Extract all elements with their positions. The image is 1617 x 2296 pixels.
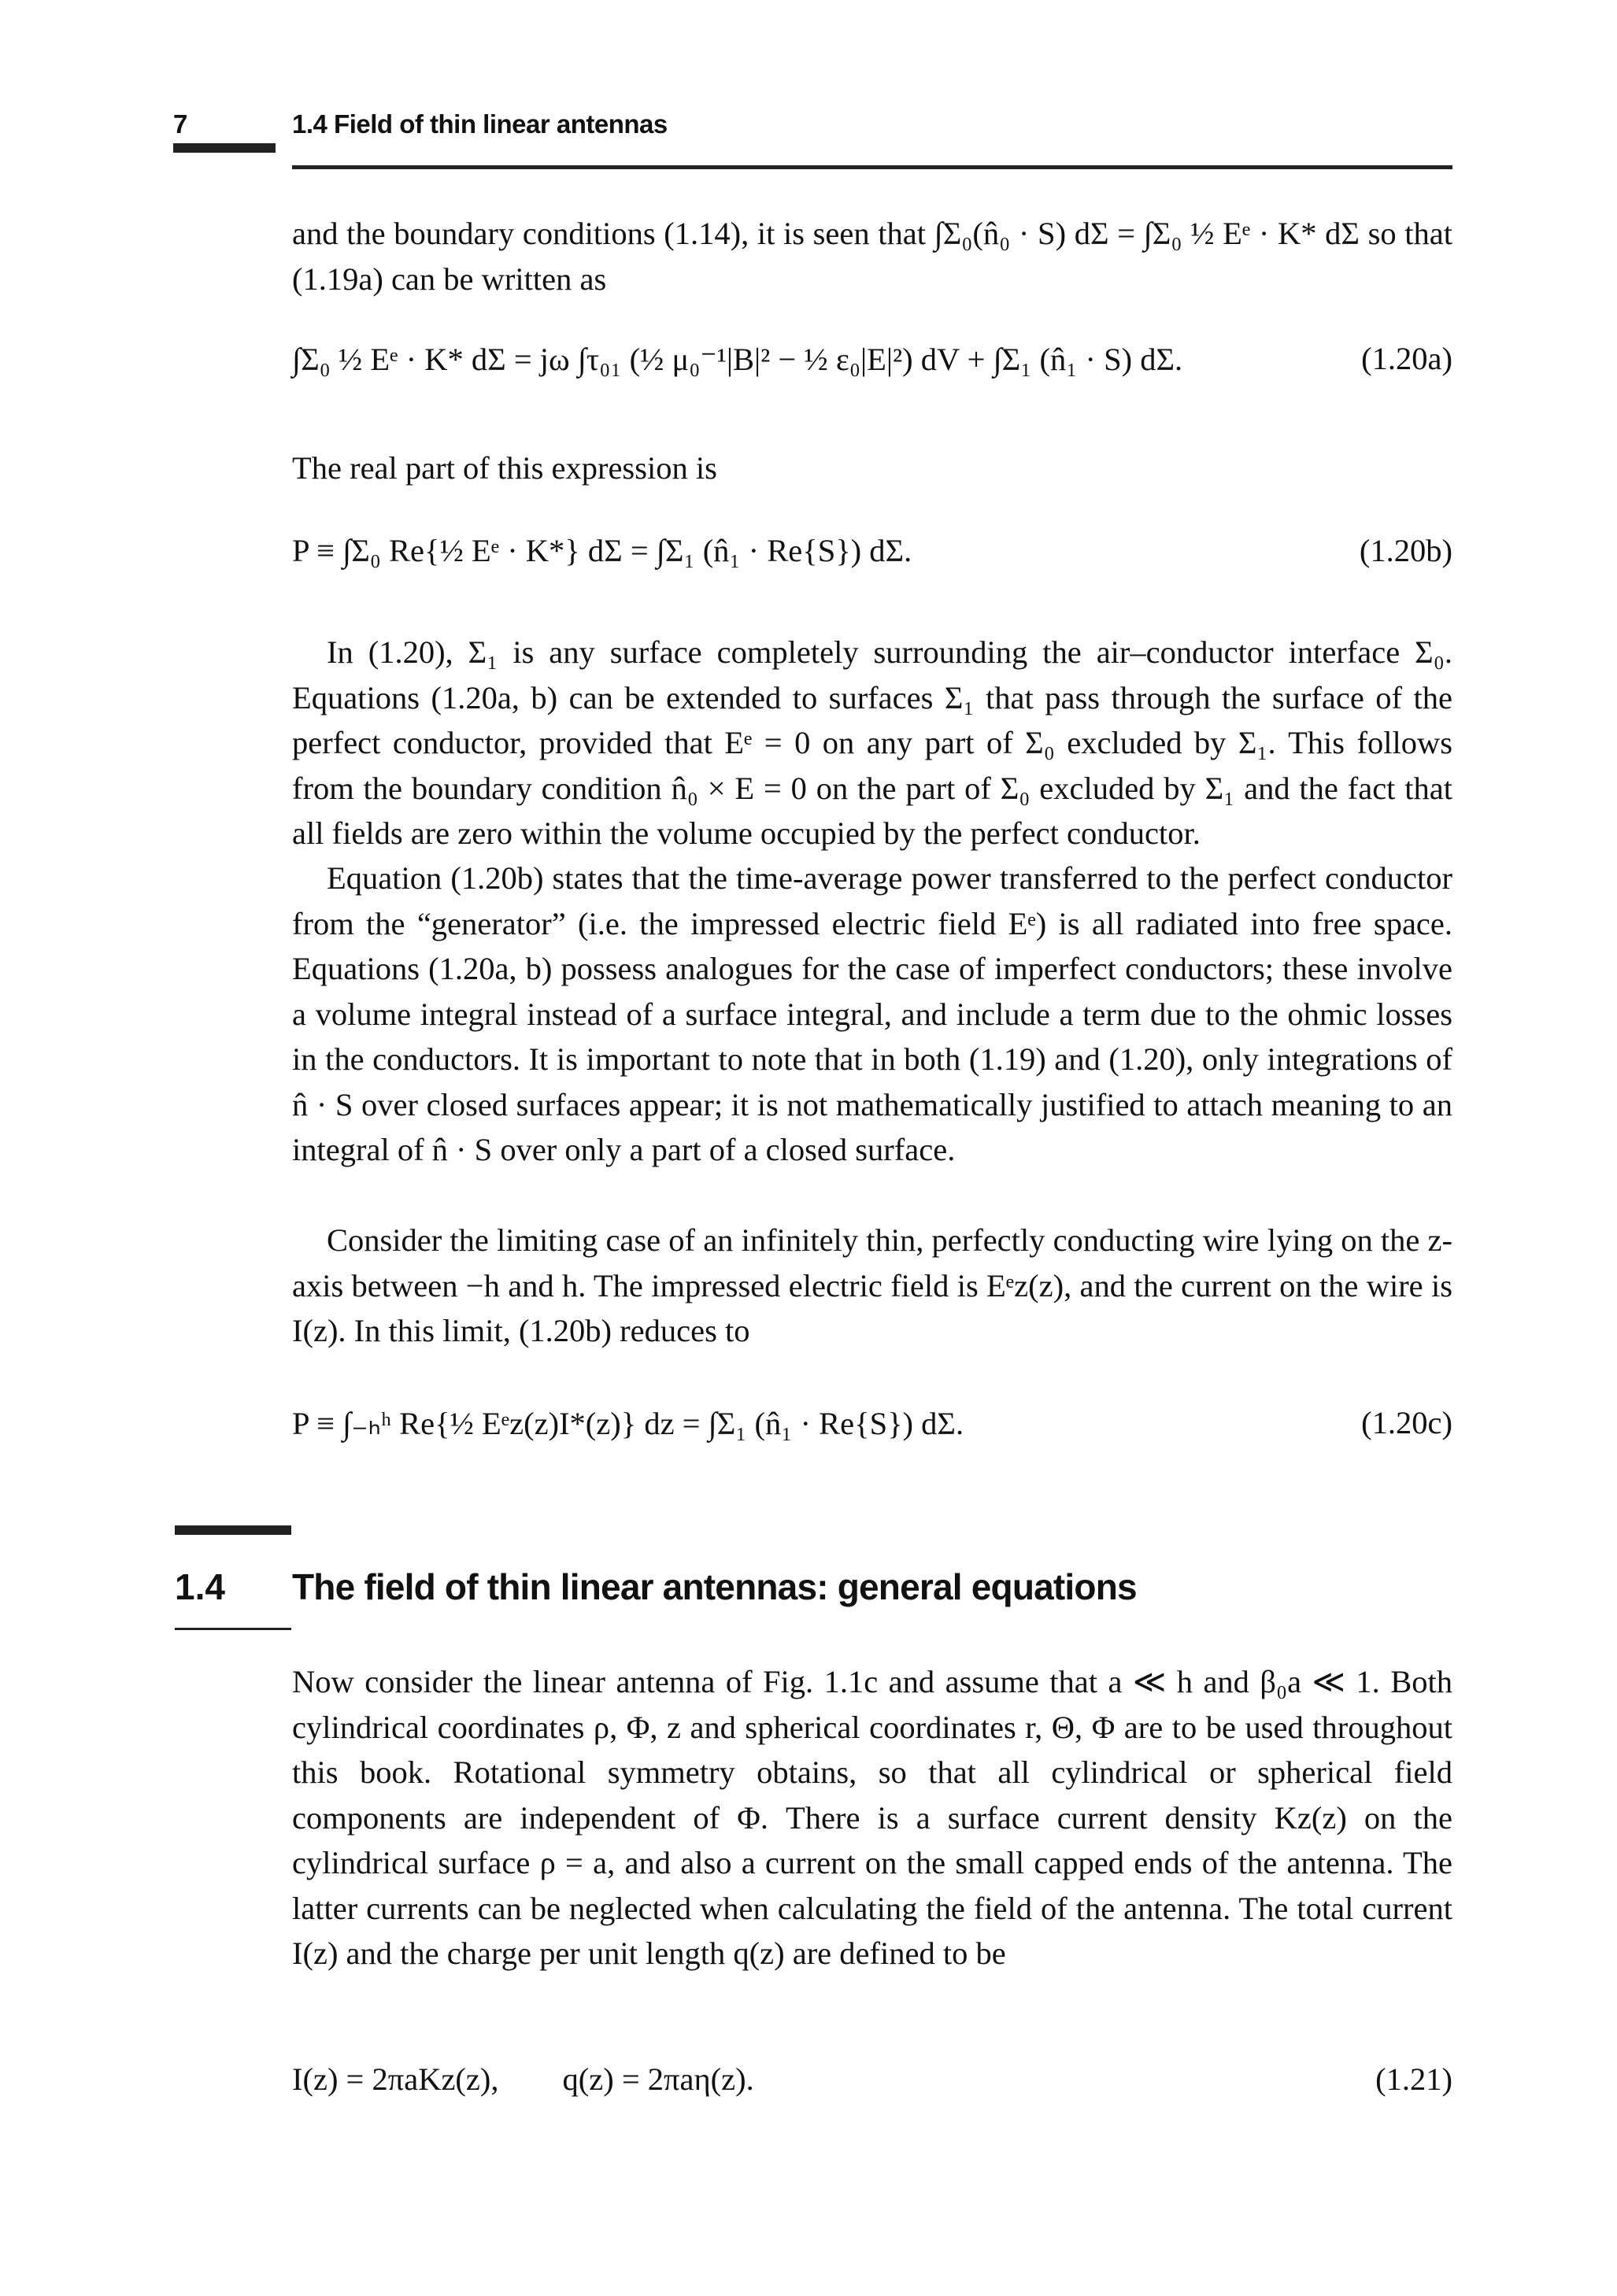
section-rule [175, 1628, 291, 1630]
equation-1-20a-number: (1.20a) [1361, 341, 1452, 376]
paragraph-1: and the boundary conditions (1.14), it is seen that ∫Σ₀(n̂₀ · S) dΣ = ∫Σ₀ ½ Eᵉ · K* dΣ so that (1.19a) can be written as [292, 216, 1452, 297]
page-number-bar [173, 143, 276, 153]
equation-1-20b-number: (1.20b) [1359, 533, 1452, 568]
paragraph-3: In (1.20), Σ₁ is any surface completely surrounding the air–conductor interface Σ₀. Equations (1.20a, b) can be extended to surfaces Σ₁ that pass through the surface of the perfect conductor, provided that Eᵉ = 0 on any part of Σ₀ excluded by Σ₁. This follows from the boundary condition n̂₀ × E = 0 on the part of Σ₀ excluded by Σ₁ and the fact that all fields are zero within the volume occupied by the perfect conductor. [292, 634, 1452, 851]
equation-1-20a [292, 340, 1452, 403]
page-number: 7 [173, 109, 188, 139]
section-bar [175, 1525, 291, 1535]
equation-1-20a-body: ∫Σ₀ ½ Eᵉ · K* dΣ = jω ∫τ₀₁ (½ μ₀⁻¹|B|² − ½ ε₀|E|²) dV + ∫Σ₁ (n̂₁ · S) dΣ. [292, 342, 1183, 377]
equation-1-20c-number: (1.20c) [1361, 1405, 1452, 1440]
equation-1-20b-body: P ≡ ∫Σ₀ Re{½ Eᵉ · K*} dΣ = ∫Σ₁ (n̂₁ · Re{S}) dΣ. [292, 533, 912, 568]
paragraph-5: Consider the limiting case of an infinitely thin, perfectly conducting wire lying on the z-axis between −h and h. The impressed electric field is Eᵉz(z), and the current on the wire is I(z). In this limit, (1.20b) reduces to [292, 1222, 1452, 1348]
paragraph-4: Equation (1.20b) states that the time-average power transferred to the perfect conductor from the “generator” (i.e. the impressed electric field Eᵉ) is all radiated into free space. Equations (1.20a, b) possess analogues for the case of imperfect conductors; these involve a volume integral instead of a surface integral, and include a term due to the ohmic losses in the conductors. It is important to note that in both (1.19) and (1.20), only integrations of n̂ · S over closed surfaces appear; it is not mathematically justified to attach meaning to an integral of n̂ · S over only a part of a closed surface. [292, 860, 1452, 1167]
equation-1-20c [292, 1404, 1452, 1467]
section-number: 1.4 [175, 1566, 225, 1607]
equation-1-21-number: (1.21) [1375, 2061, 1452, 2097]
equation-1-20c-body: P ≡ ∫₋ₕʰ Re{½ Eᵉz(z)I*(z)} dz = ∫Σ₁ (n̂₁ · Re{S}) dΣ. [292, 1406, 964, 1441]
equation-1-21 [292, 2061, 1452, 2124]
paragraph-2: The real part of this expression is [292, 450, 717, 486]
section-title: The field of thin linear antennas: general equations [292, 1566, 1137, 1607]
running-title: 1.4 Field of thin linear antennas [292, 109, 668, 139]
equation-1-20b [292, 532, 1452, 595]
header-rule [292, 165, 1452, 169]
equation-1-21-body: I(z) = 2πaKz(z), q(z) = 2πaη(z). [292, 2061, 754, 2097]
paragraph-6: Now consider the linear antenna of Fig. 1.1c and assume that a ≪ h and β₀a ≪ 1. Both cylindrical coordinates ρ, Φ, z and spherical coordinates r, Θ, Φ are to be used throughout this book. Rotational symmetry obtains, so that all cylindrical or spherical field components are independent of Φ. There is a surface current density Kz(z) on the cylindrical surface ρ = a, and also a current on the small capped ends of the antenna. The latter currents can be neglected when calculating the field of the antenna. The total current I(z) and the charge per unit length q(z) are defined to be [292, 1664, 1452, 1971]
